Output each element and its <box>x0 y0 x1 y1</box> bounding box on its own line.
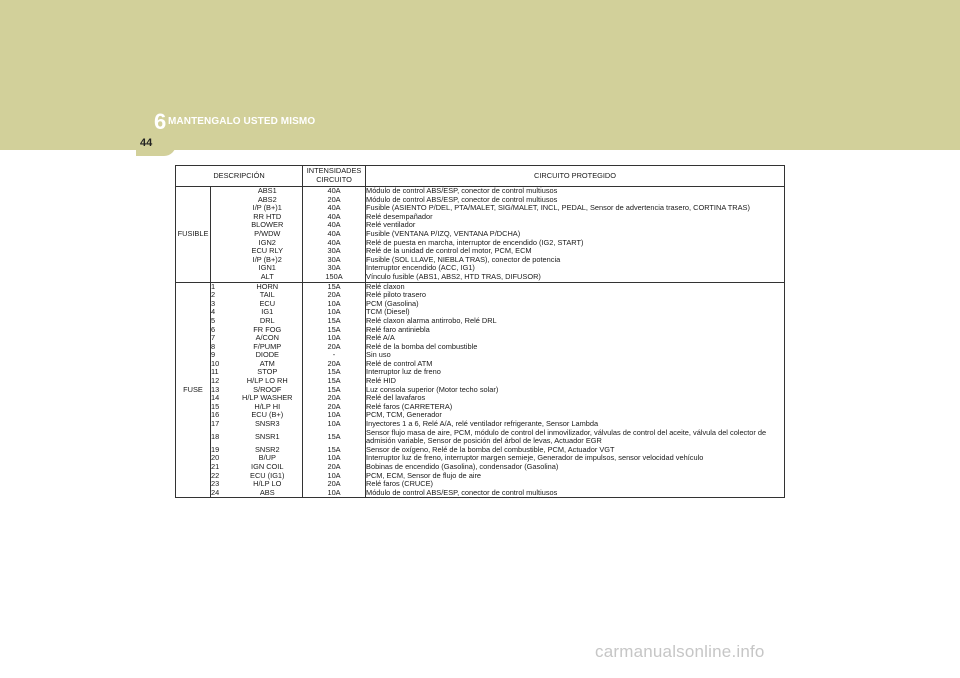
fuse-number: 14 <box>211 394 220 403</box>
fuse-name: I/P (B+)1 <box>233 204 303 213</box>
fuse-amperage: 10A <box>303 472 366 481</box>
header-description: DESCRIPCIÓN <box>176 166 303 187</box>
fuse-circuit: Relé desempañador <box>366 213 785 222</box>
fuse-number <box>211 221 233 230</box>
fuse-circuit: Sin uso <box>366 351 785 360</box>
fuse-circuit: Relé de la bomba del combustible <box>366 343 785 352</box>
table-row <box>176 204 785 213</box>
fuse-name: SNSR3 <box>233 420 303 429</box>
table-row <box>176 472 785 481</box>
fuse-name: ECU (IG1) <box>233 472 303 481</box>
fuse-number <box>211 230 233 239</box>
fuse-circuit: Relé de control ATM <box>366 360 785 369</box>
fuse-circuit: PCM, ECM, Sensor de flujo de aire <box>366 472 785 481</box>
fuse-amperage: 30A <box>303 264 366 273</box>
table-row <box>176 368 785 377</box>
fuse-number: 6 <box>211 325 216 334</box>
fuse-circuit: PCM (Gasolina) <box>366 300 785 309</box>
fuse-amperage: 20A <box>303 196 366 205</box>
fuse-name: H/LP LO <box>233 480 303 489</box>
table-row <box>176 300 785 309</box>
fuse-name: F/PUMP <box>233 343 303 352</box>
fuse-amperage: 40A <box>303 239 366 248</box>
fuse-number: 4 <box>211 308 216 317</box>
fuse-name: SNSR1 <box>233 429 303 446</box>
fuse-name: SNSR2 <box>233 446 303 455</box>
fuse-name: ABS <box>233 489 303 498</box>
page-number: 44 <box>140 137 153 149</box>
table-row <box>176 221 785 230</box>
fuse-number: 15 <box>211 402 220 411</box>
fuse-number: 2 <box>211 291 216 300</box>
table-header-row <box>176 166 785 187</box>
fuse-name: HORN <box>233 282 303 291</box>
fuse-name: BLOWER <box>233 221 303 230</box>
fuse-amperage: 10A <box>303 420 366 429</box>
header-protected-circuit: CIRCUITO PROTEGIDO <box>366 166 785 187</box>
fuse-name: H/LP LO RH <box>233 377 303 386</box>
table-row <box>176 256 785 265</box>
fuse-circuit: Sensor de oxígeno, Relé de la bomba del combustible, PCM, Actuador VGT <box>366 446 785 455</box>
fuse-amperage: 20A <box>303 291 366 300</box>
table-row <box>176 463 785 472</box>
table-row <box>176 360 785 369</box>
table-row <box>176 343 785 352</box>
fuse-amperage: 15A <box>303 282 366 291</box>
fuse-circuit: Vínculo fusible (ABS1, ABS2, HTD TRAS, DIFUSOR) <box>366 273 785 282</box>
fuse-number: 10 <box>211 359 220 368</box>
fuse-number: 1 <box>211 282 233 291</box>
fuse-amperage: 20A <box>303 360 366 369</box>
fuse-table <box>175 165 785 498</box>
fuse-number: 12 <box>211 377 220 386</box>
fuse-name: ALT <box>233 273 303 282</box>
table-row <box>176 273 785 282</box>
fuse-name: H/LP HI <box>233 403 303 412</box>
table-row <box>176 411 785 420</box>
fuse-circuit: Relé A/A <box>366 334 785 343</box>
fuse-amperage: 30A <box>303 256 366 265</box>
table-body <box>176 187 785 498</box>
fuse-number: 23 <box>211 480 220 489</box>
table-row <box>176 213 785 222</box>
table-row <box>176 317 785 326</box>
fuse-number: 11 <box>211 368 219 377</box>
table-row <box>176 264 785 273</box>
fuse-number: 19 <box>211 445 220 454</box>
fuse-amperage: 10A <box>303 300 366 309</box>
fuse-name: IGN COIL <box>233 463 303 472</box>
table-row <box>176 489 785 498</box>
group-label: FUSIBLE <box>176 187 211 283</box>
table-row <box>176 394 785 403</box>
fuse-number <box>211 196 233 205</box>
fuse-number <box>211 213 233 222</box>
fuse-number: 22 <box>211 471 220 480</box>
header-amperage: INTENSIDADES CIRCUITO <box>303 166 366 187</box>
fuse-circuit: Relé del lavafaros <box>366 394 785 403</box>
fuse-circuit: Fusible (SOL LLAVE, NIEBLA TRAS), conector de potencia <box>366 256 785 265</box>
fuse-number <box>211 239 233 248</box>
fuse-amperage: 150A <box>303 273 366 282</box>
chapter-number: 6 <box>154 109 167 134</box>
fuse-amperage: 40A <box>303 204 366 213</box>
fuse-name: ECU (B+) <box>233 411 303 420</box>
fuse-circuit: Módulo de control ABS/ESP, conector de control multiusos <box>366 196 785 205</box>
fuse-number: 17 <box>211 420 220 429</box>
fuse-circuit: Relé HID <box>366 377 785 386</box>
header-band <box>0 0 960 150</box>
table-row <box>176 429 785 446</box>
fuse-circuit: Luz consola superior (Motor techo solar) <box>366 386 785 395</box>
table-row <box>176 446 785 455</box>
fuse-name: TAIL <box>233 291 303 300</box>
table-row <box>176 187 785 196</box>
fuse-circuit: Bobinas de encendido (Gasolina), condensador (Gasolina) <box>366 463 785 472</box>
fuse-circuit: TCM (Diesel) <box>366 308 785 317</box>
fuse-circuit: Relé claxon alarma antirrobo, Relé DRL <box>366 317 785 326</box>
fuse-name: FR FOG <box>233 326 303 335</box>
table-row <box>176 247 785 256</box>
fuse-name: DIODE <box>233 351 303 360</box>
table-row <box>176 480 785 489</box>
fuse-amperage: 15A <box>303 446 366 455</box>
fuse-amperage: 20A <box>303 394 366 403</box>
fuse-circuit: Relé claxon <box>366 282 785 291</box>
fuse-circuit: Módulo de control ABS/ESP, conector de control multiusos <box>366 187 785 196</box>
table-row <box>176 334 785 343</box>
fuse-number: 8 <box>211 342 216 351</box>
fuse-amperage: 20A <box>303 403 366 412</box>
fuse-circuit: Inyectores 1 a 6, Relé A/A, relé ventilador refrigerante, Sensor Lambda <box>366 420 785 429</box>
fuse-number: 13 <box>211 385 220 394</box>
fuse-name: A/CON <box>233 334 303 343</box>
table-row <box>176 230 785 239</box>
fuse-circuit: Fusible (VENTANA P/IZQ, VENTANA P/DCHA) <box>366 230 785 239</box>
fuse-number <box>211 256 233 265</box>
table-row <box>176 386 785 395</box>
fuse-amperage: 30A <box>303 247 366 256</box>
fuse-name: IGN2 <box>233 239 303 248</box>
fuse-amperage: 40A <box>303 221 366 230</box>
table-row <box>176 403 785 412</box>
fuse-name: I/P (B+)2 <box>233 256 303 265</box>
fuse-circuit: Interruptor luz de freno, interruptor margen semieje, Generador de impulsos, sensor velocidad vehículo <box>366 454 785 463</box>
fuse-circuit: Interruptor luz de freno <box>366 368 785 377</box>
fuse-name: ECU <box>233 300 303 309</box>
fuse-name: H/LP WASHER <box>233 394 303 403</box>
fuse-amperage: 10A <box>303 334 366 343</box>
fuse-amperage: 15A <box>303 317 366 326</box>
watermark: carmanualsonline.info <box>595 642 765 661</box>
fuse-number: 21 <box>211 463 220 471</box>
fuse-number: 24 <box>211 489 233 498</box>
fuse-number: 18 <box>211 431 220 441</box>
fuse-amperage: 15A <box>303 429 366 446</box>
fuse-amperage: 10A <box>303 454 366 463</box>
table-row <box>176 196 785 205</box>
fuse-name: ECU RLY <box>233 247 303 256</box>
fuse-amperage: 40A <box>303 230 366 239</box>
fuse-circuit: Relé piloto trasero <box>366 291 785 300</box>
fuse-amperage: 15A <box>303 326 366 335</box>
fuse-number <box>211 204 233 213</box>
fuse-circuit: PCM, TCM, Generador <box>366 411 785 420</box>
fuse-circuit: Relé de la unidad de control del motor, PCM, ECM <box>366 247 785 256</box>
fuse-name: B/UP <box>233 454 303 463</box>
fuse-number <box>211 187 233 196</box>
fuse-amperage: 10A <box>303 308 366 317</box>
fuse-name: ABS1 <box>233 187 303 196</box>
fuse-circuit: Fusible (ASIENTO P/DEL, PTA/MALET, SIG/MALET, INCL, PEDAL, Sensor de advertencia trasero, CORTINA TRAS) <box>366 204 785 213</box>
fuse-name: IGN1 <box>233 264 303 273</box>
fuse-circuit: Relé ventilador <box>366 221 785 230</box>
fuse-name: ABS2 <box>233 196 303 205</box>
fuse-circuit: Relé faros (CARRETERA) <box>366 403 785 412</box>
fuse-number: 20 <box>211 454 220 463</box>
group-label: FUSE <box>176 282 211 498</box>
fuse-amperage: 15A <box>303 377 366 386</box>
table-row <box>176 420 785 429</box>
fuse-name: IG1 <box>233 308 303 317</box>
fuse-name: DRL <box>233 317 303 326</box>
fuse-amperage: 20A <box>303 480 366 489</box>
fuse-name: S/ROOF <box>233 386 303 395</box>
table-row <box>176 291 785 300</box>
table-row <box>176 308 785 317</box>
fuse-name: ATM <box>233 360 303 369</box>
fuse-amperage: 40A <box>303 187 366 196</box>
fuse-amperage: - <box>303 351 366 360</box>
fuse-circuit: Interruptor encendido (ACC, IG1) <box>366 264 785 273</box>
fuse-amperage: 15A <box>303 386 366 395</box>
fuse-number: 5 <box>211 316 216 325</box>
table-row <box>176 239 785 248</box>
fuse-number: 16 <box>211 411 220 420</box>
fuse-circuit: Relé faro antiniebla <box>366 326 785 335</box>
fuse-amperage: 20A <box>303 343 366 352</box>
fuse-number <box>211 264 233 273</box>
fuse-number <box>211 247 233 256</box>
fuse-number: 3 <box>211 299 216 308</box>
table-row <box>176 351 785 360</box>
fuse-number: 7 <box>211 334 216 343</box>
table-row <box>176 282 785 291</box>
table-row <box>176 326 785 335</box>
fuse-amperage: 40A <box>303 213 366 222</box>
fuse-number <box>211 273 233 282</box>
table-row <box>176 377 785 386</box>
chapter-title: MANTENGALO USTED MISMO <box>168 116 316 127</box>
fuse-name: RR HTD <box>233 213 303 222</box>
fuse-number: 9 <box>211 351 216 360</box>
fuse-name: STOP <box>233 368 303 377</box>
fuse-name: P/WDW <box>233 230 303 239</box>
fuse-circuit: Relé faros (CRUCE) <box>366 480 785 489</box>
fuse-amperage: 20A <box>303 463 366 472</box>
fuse-circuit: Relé de puesta en marcha, interruptor de encendido (IG2, START) <box>366 239 785 248</box>
fuse-amperage: 10A <box>303 411 366 420</box>
table-row <box>176 454 785 463</box>
fuse-amperage: 10A <box>303 489 366 498</box>
fuse-circuit: Sensor flujo masa de aire, PCM, módulo de control del inmovilizador, válvulas de control del aceite, válvula del colector de admisión variable, Sensor de posición del árbol de levas, Actuador EGR <box>366 429 785 446</box>
fuse-circuit: Módulo de control ABS/ESP, conector de control multiusos <box>366 489 785 498</box>
fuse-amperage: 15A <box>303 368 366 377</box>
